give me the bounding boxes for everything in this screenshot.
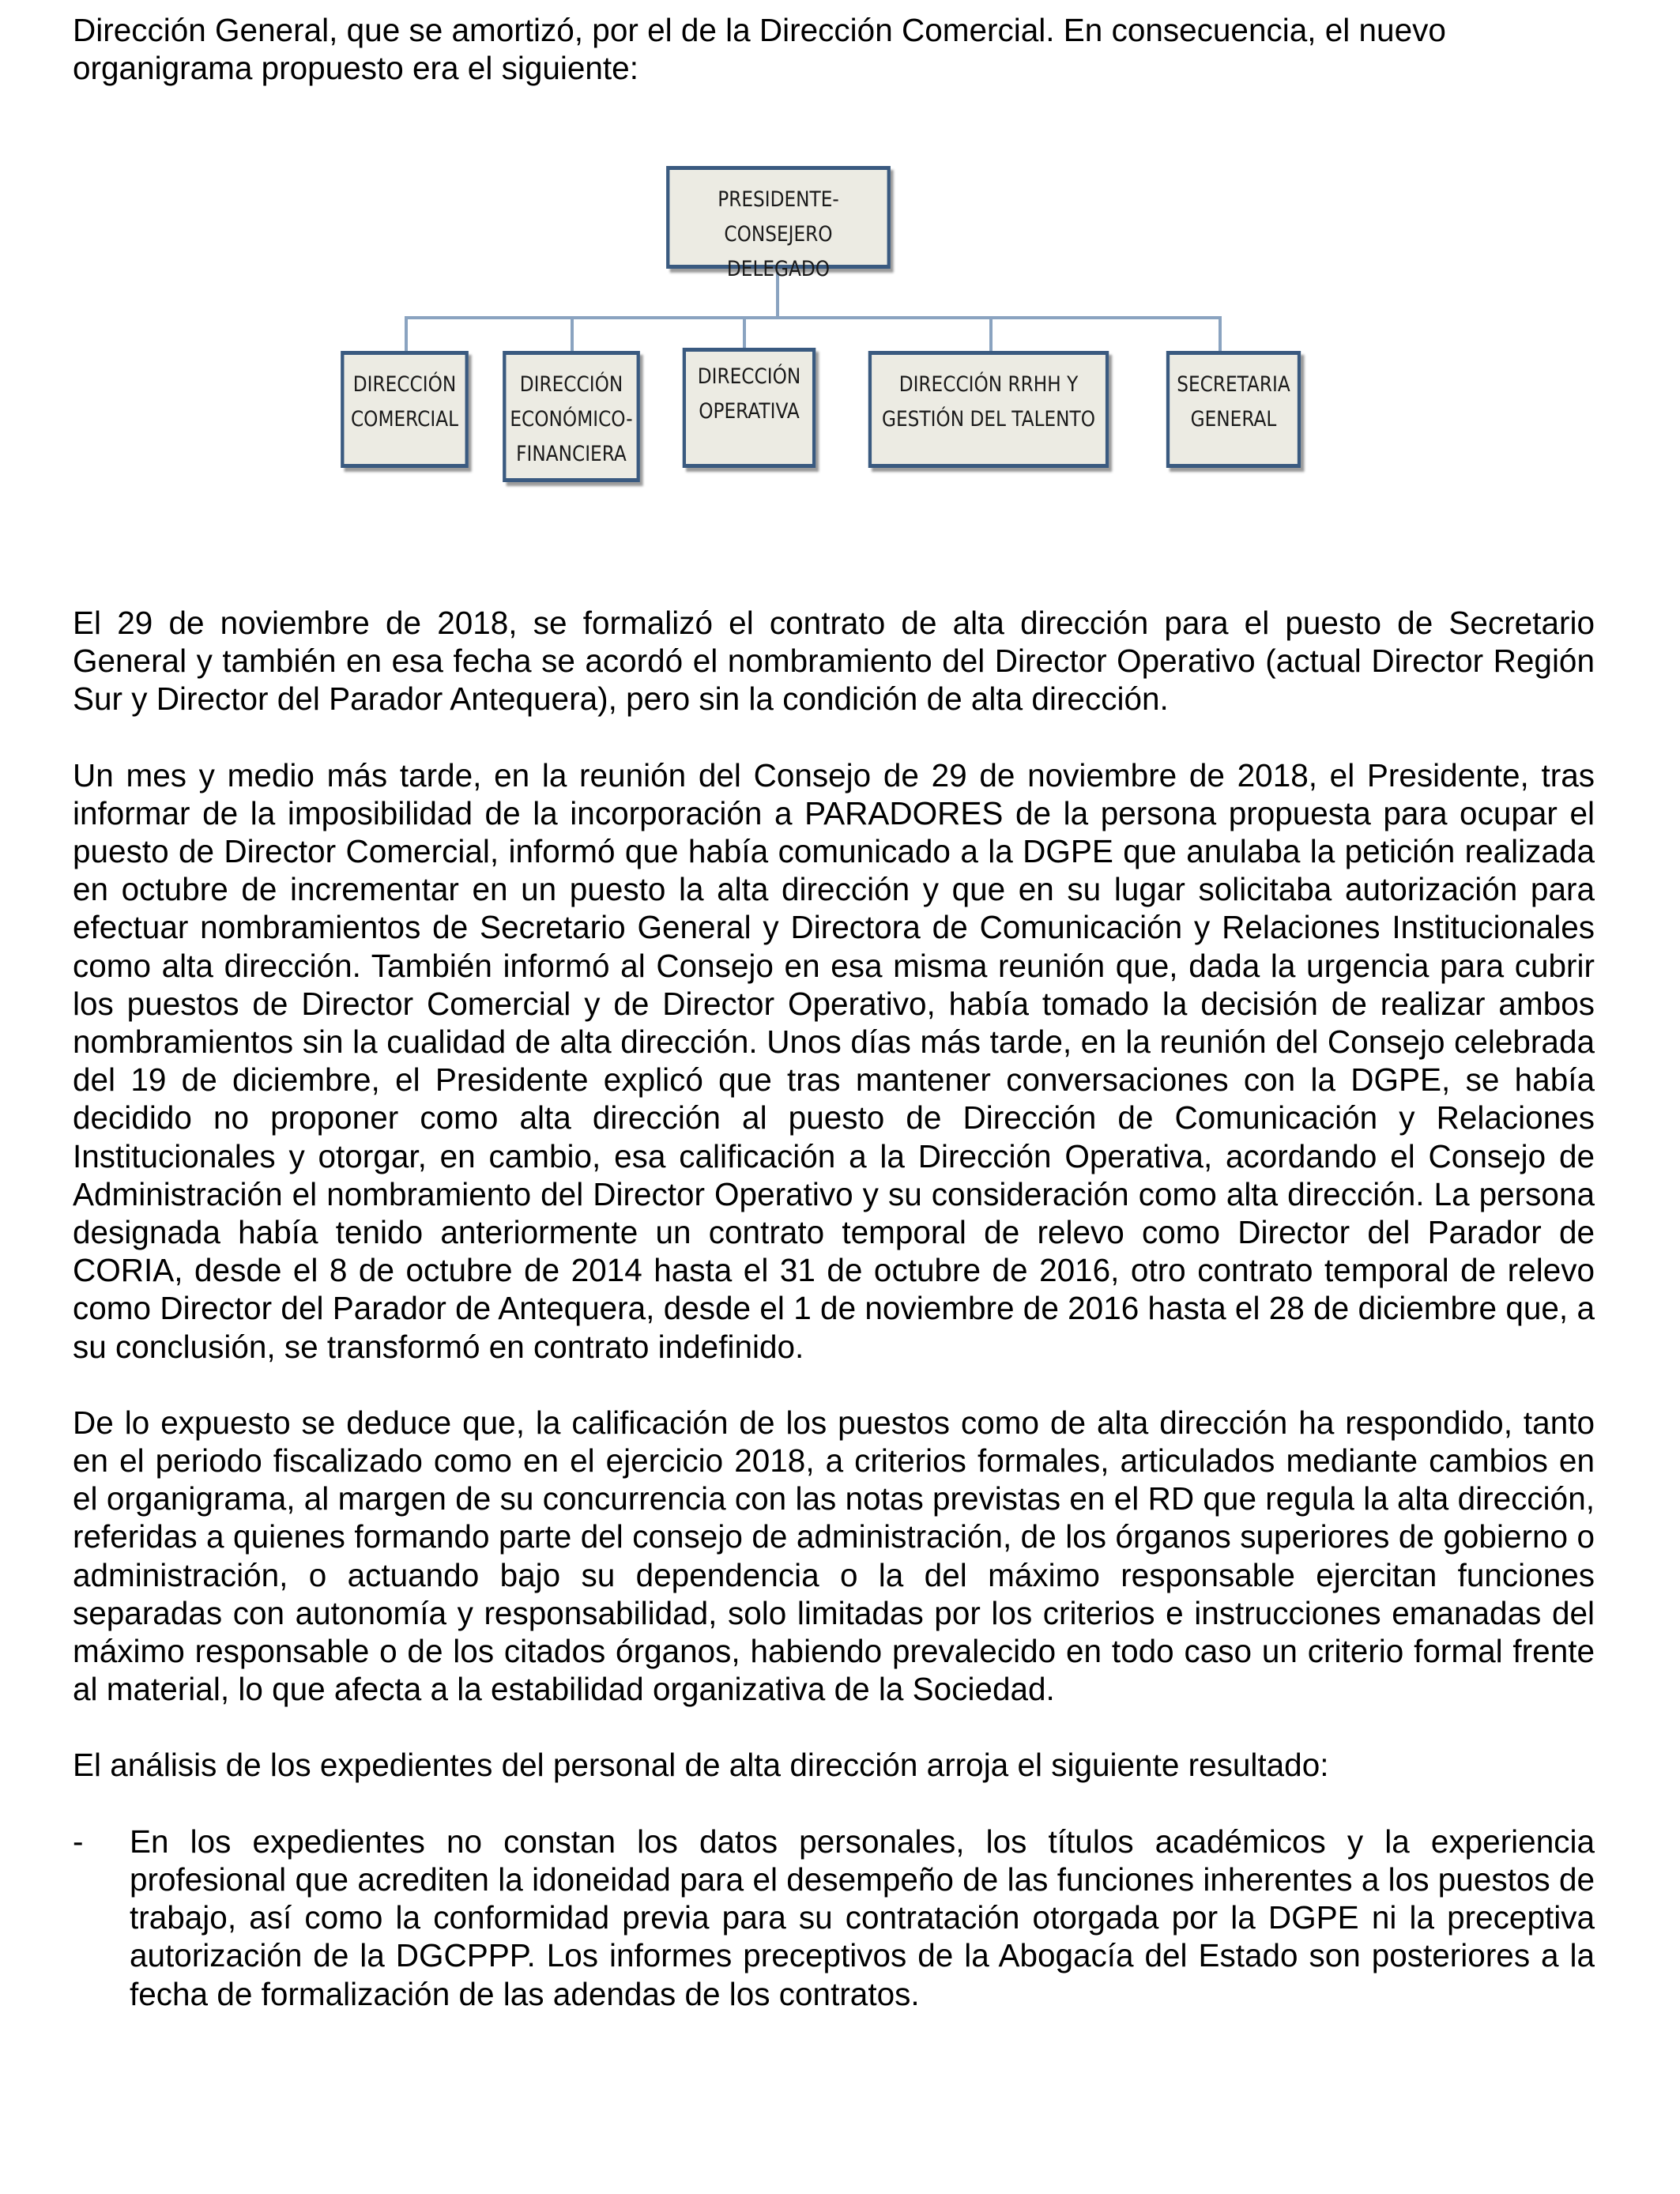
connector-drop-2	[571, 316, 574, 351]
connector-bar	[405, 316, 1219, 319]
org-box-secretaria-general: SECRETARIA GENERAL	[1166, 351, 1301, 468]
org-box-direccion-operativa: DIRECCIÓN OPERATIVA	[683, 348, 816, 468]
connector-drop-4	[989, 316, 993, 351]
paragraph-2: Un mes y medio más tarde, en la reunión del Consejo de 29 de noviembre de 2018, el Presidente, tras informar de la imposibilidad de la incorporación a PARADORES de la persona propuesta para ocupar el puesto de Director Comercial, informó que había comunicado a la DGPE que anulaba la petición realizada en octubre de incrementar en un puesto la alta dirección y que en su lugar solicitaba autorización para efectuar nombramientos de Secretario General y Directora de Comunicación y Relaciones Institucionales como alta dirección. También informó al Consejo en esa misma reunión que, dada la urgencia para cubrir los puestos de Director Comercial y de Director Operativo, había tomado la decisión de realizar ambos nombramientos sin la cualidad de alta dirección. Unos días más tarde, en la reunión del Consejo celebrada del 19 de diciembre, el Presidente explicó que tras mantener conversaciones con la DGPE, se había decidido no proponer como alta dirección al puesto de Dirección de Comunicación y Relaciones Institucionales y otorgar, en cambio, esa calificación a la Dirección Operativa, acordando el Consejo de Administración el nombramiento del Director Operativo y su consideración como alta dirección. La persona designada había tenido anteriormente un contrato temporal de relevo como Director del Parador de CORIA, desde el 8 de octubre de 2014 hasta el 31 de octubre de 2016, otro contrato temporal de relevo como Director del Parador de Antequera, desde el 1 de noviembre de 2016 hasta el 28 de diciembre que, a su conclusión, se transformó en contrato indefinido.	[73, 756, 1595, 1365]
connector-drop-1	[405, 316, 408, 351]
paragraph-1: El 29 de noviembre de 2018, se formalizó el contrato de alta dirección para el puesto de Secretario General y también en esa fecha se acordó el nombramiento del Director Operativo (actual Director Región Sur y Director del Parador Antequera), pero sin la condición de alta dirección.	[73, 605, 1595, 718]
list-item-text: En los expedientes no constan los datos personales, los títulos académicos y la experiencia profesional que acrediten la idoneidad para el desempeño de las funciones inherentes a los puestos de trabajo, así como la conformidad previa para su contratación otorgada por la DGPE ni la preceptiva autorización de la DGCPPP. Los informes preceptivos de la Abogacía del Estado son posteriores a la fecha de formalización de las adendas de los contratos.	[130, 1823, 1595, 2012]
paragraph-4: El análisis de los expedientes del personal de alta dirección arroja el siguiente resultado:	[73, 1747, 1329, 1784]
list-item	[73, 1823, 1595, 2013]
document-body	[73, 604, 1595, 2013]
org-box-president: PRESIDENTE-CONSEJERO DELEGADO	[666, 166, 891, 269]
connector-drop-3	[743, 316, 746, 351]
org-box-direccion-comercial: DIRECCIÓN COMERCIAL	[341, 351, 469, 468]
paragraph-3: De lo expuesto se deduce que, la calificación de los puestos como de alta dirección ha respondido, tanto en el periodo fiscalizado como en el ejercicio 2018, a criterios formales, articulados mediante cambios en el organigrama, al margen de su concurrencia con las notas previstas en el RD que regula la alta dirección, referidas a quienes formando parte del consejo de administración, de los órganos superiores de gobierno o administración, o actuando bajo su dependencia o la del máximo responsable ejercitan funciones separadas con autonomía y responsabilidad, solo limitadas por los criterios e instrucciones emanadas del máximo responsable o de los citados órganos, habiendo prevalecido en todo caso un criterio formal frente al material, lo que afecta a la estabilidad organizativa de la Sociedad.	[73, 1404, 1595, 1708]
connector-drop-5	[1219, 316, 1222, 351]
org-box-direccion-economico-financiera: DIRECCIÓN ECONÓMICO- FINANCIERA	[503, 351, 640, 482]
org-box-direccion-rrhh: DIRECCIÓN RRHH Y GESTIÓN DEL TALENTO	[868, 351, 1109, 468]
intro-paragraph: Dirección General, que se amortizó, por el de la Dirección Comercial. En consecuencia, el nuevo organigrama propuesto era el siguiente:	[73, 12, 1446, 87]
document-page	[73, 11, 1595, 87]
list-marker: -	[73, 1823, 84, 1860]
